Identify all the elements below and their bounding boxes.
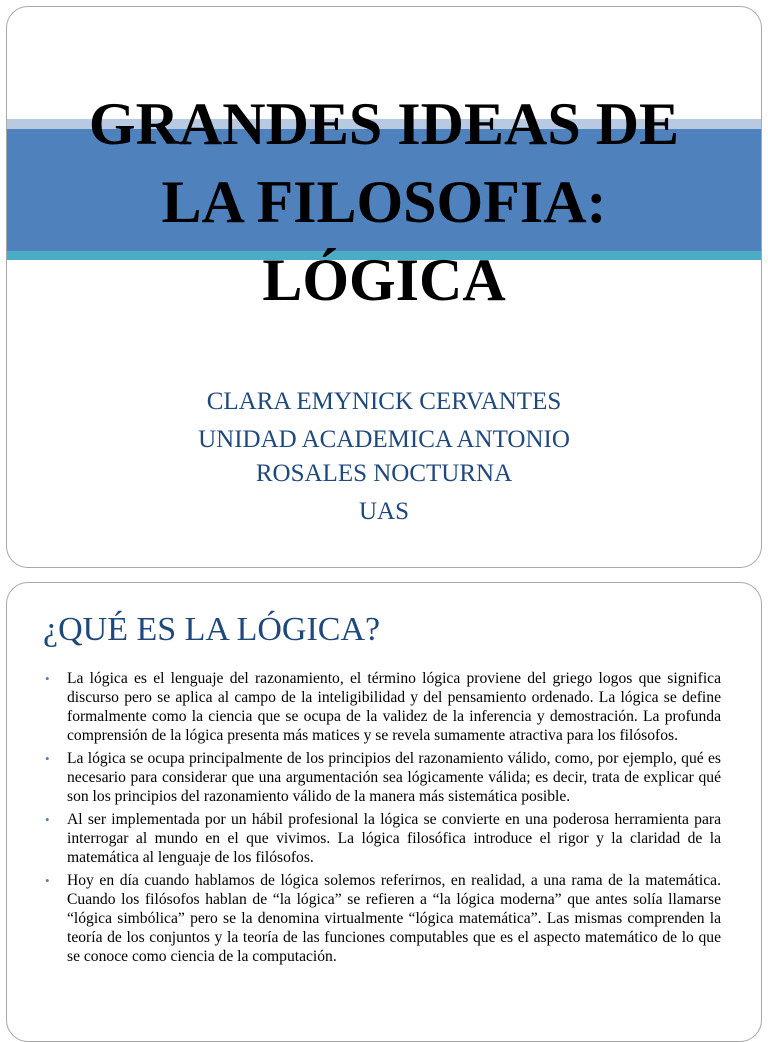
- content-slide: [6, 582, 762, 1042]
- university-name: UAS: [358, 498, 409, 525]
- title-line: LÓGICA: [262, 247, 506, 313]
- bullet-text: La lógica es el lenguaje del razonamiento, el término lógica proviene del griego logos que significa discurso pero se aplica al campo de la inteligibilidad y del pensamiento ordenado. La lógica se define formalmente como la ciencia que se ocupa de la validez de la inferencia y demostración. La profunda comprensión de la lógica presenta más matices y se revela sumamente atractiva para los filósofos.: [67, 670, 721, 744]
- bullet-item: [37, 871, 721, 966]
- bullet-icon: •: [45, 812, 50, 827]
- institution-line: ROSALES NOCTURNA: [255, 460, 513, 487]
- bullet-icon: •: [45, 873, 50, 888]
- institution-line: UNIDAD ACADEMICA ANTONIO: [198, 426, 570, 453]
- slide-heading: ¿QUÉ ES LA LÓGICA?: [43, 611, 381, 648]
- slide-subtitle: [7, 385, 761, 529]
- bullet-text: Hoy en día cuando hablamos de lógica solemos referirnos, en realidad, a una rama de la matemática. Cuando los filósofos hablan de “la lógica” se refieren a “la lógica moderna” que antes solía llamarse “lógica simbólica” pero se la denomina virtualmente “lógica matemática”. Las mismas comprenden la teoría de los conjuntos y la teoría de las funciones computables que es el aspecto matemático de lo que se conoce como ciencia de la computación.: [67, 872, 721, 965]
- bullet-item: [37, 669, 721, 745]
- author-name: CLARA EMYNICK CERVANTES: [206, 388, 562, 415]
- slide-title: [7, 85, 761, 319]
- title-slide: [6, 6, 762, 568]
- bullet-item: [37, 810, 721, 867]
- bullet-text: La lógica se ocupa principalmente de los principios del razonamiento válido, como, por ejemplo, qué es necesario para considerar que una argumentación sea lógicamente válida; es decir, trata de explicar qué son los principios del razonamiento válido de la manera más sistemática posible.: [67, 750, 721, 805]
- bullet-list: [37, 669, 721, 970]
- bullet-icon: •: [45, 751, 50, 766]
- bullet-text: Al ser implementada por un hábil profesional la lógica se convierte en una poderosa herramienta para interrogar al mundo en el que vivimos. La lógica filosófica introduce el rigor y la claridad de la matemática al lenguaje de los filósofos.: [67, 811, 721, 866]
- bullet-icon: •: [45, 671, 50, 686]
- bullet-item: [37, 749, 721, 806]
- title-line: GRANDES IDEAS DE: [88, 91, 680, 157]
- title-line: LA FILOSOFIA:: [161, 169, 607, 235]
